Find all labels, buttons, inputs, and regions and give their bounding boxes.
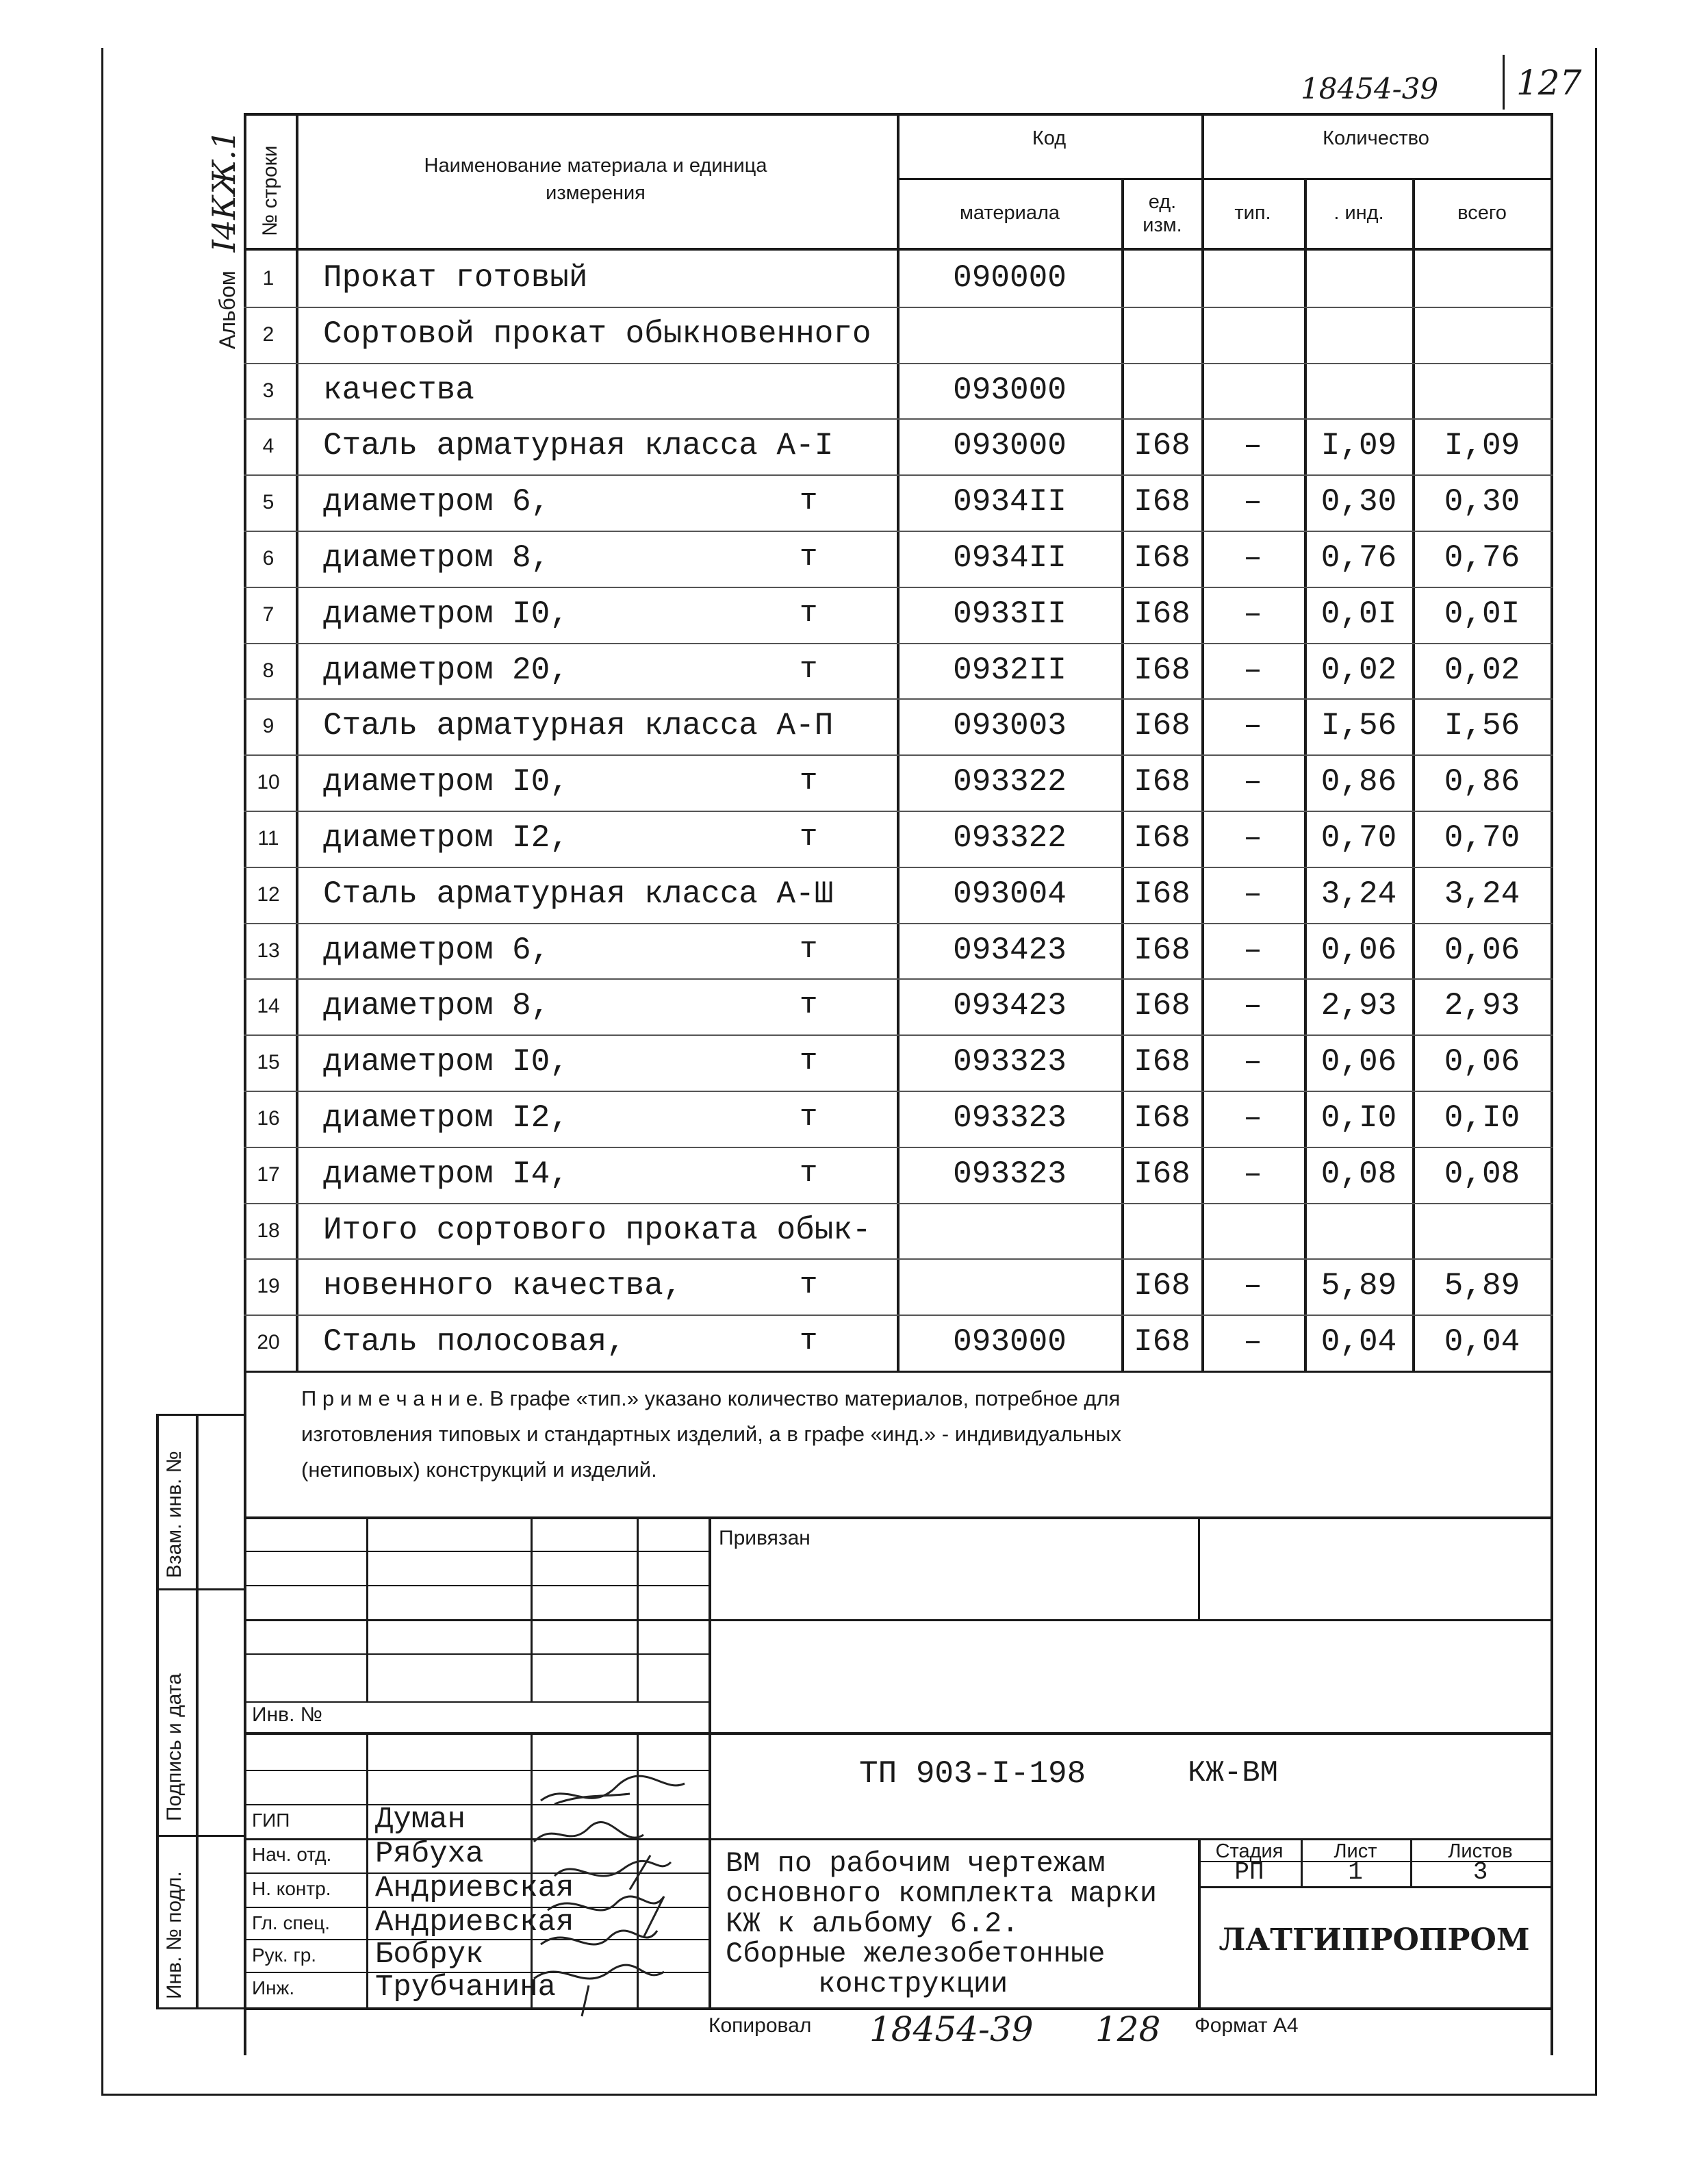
material-name: диаметром I0, — [323, 596, 569, 632]
qty-total: 0,08 — [1444, 1156, 1520, 1192]
material-name: Прокат готовый — [323, 260, 588, 296]
row-number: 14 — [257, 995, 280, 1018]
doc-title-line-4: Сборные железобетонные — [726, 1938, 1106, 1970]
qty-typ: – — [1243, 988, 1262, 1024]
qty-ind: 2,93 — [1320, 988, 1397, 1024]
row-divider — [244, 643, 1553, 644]
tbl-right — [1551, 113, 1553, 1373]
material-name: Итого сортового проката обык- — [323, 1212, 871, 1248]
signer-name: Андриевская — [375, 1871, 574, 1905]
row-divider — [244, 1203, 1553, 1204]
side-strip-bottom — [156, 2007, 245, 2009]
tbl-subhdr — [897, 178, 1553, 180]
qty-ind: 0,70 — [1320, 820, 1397, 856]
material-name: Сталь полосовая, — [323, 1324, 626, 1360]
doc-title-line-3: КЖ к альбому 6.2. — [726, 1907, 1019, 1940]
material-unit: т — [800, 484, 818, 519]
role-label: Нач. отд. — [252, 1844, 332, 1865]
unit-code: I68 — [1134, 1156, 1190, 1192]
row-number: 10 — [257, 771, 280, 794]
row-divider — [244, 1258, 1553, 1260]
row-number: 3 — [262, 379, 275, 402]
material-name: диаметром 20, — [323, 652, 569, 688]
sheet-value: 1 — [1348, 1858, 1363, 1886]
note-line-2: изготовления типовых и стандартных изделий, а в графе «инд.» - индивидуальных — [301, 1422, 1121, 1446]
unit-code: I68 — [1134, 484, 1190, 520]
material-name: диаметром I0, — [323, 764, 569, 800]
copied-label: Копировал — [709, 2014, 812, 2037]
qty-typ: – — [1243, 1324, 1262, 1360]
material-unit: т — [800, 988, 818, 1023]
row-number: 13 — [257, 939, 280, 962]
material-code: 093322 — [953, 764, 1067, 800]
row-divider — [244, 698, 1553, 700]
row-divider — [244, 587, 1553, 588]
material-name: диаметром I0, — [323, 1044, 569, 1080]
doc-title-line-5: конструкции — [818, 1968, 1008, 2001]
signature-1 — [541, 1776, 685, 1804]
row-divider — [244, 1034, 1553, 1036]
row-divider — [244, 307, 1553, 308]
doc-mark: КЖ-ВМ — [1188, 1756, 1279, 1790]
material-code: 093000 — [953, 372, 1067, 408]
qty-total: 0,0I — [1444, 596, 1520, 632]
doc-title — [726, 1849, 1157, 1999]
signer-name: Рябуха — [375, 1837, 484, 1871]
qty-typ: – — [1243, 596, 1262, 632]
tbl-hdr-bottom — [244, 248, 1553, 251]
material-unit: т — [800, 652, 818, 687]
stage-value: РП — [1234, 1858, 1264, 1886]
qty-ind: 0,06 — [1320, 932, 1397, 968]
row-number: 7 — [262, 602, 275, 626]
tb-v1b — [366, 1732, 368, 2007]
qty-total: 0,86 — [1444, 764, 1520, 800]
hdr-row-no: № строки — [259, 145, 281, 236]
tb-h7 — [244, 1770, 709, 1771]
qty-ind: 0,30 — [1320, 484, 1397, 520]
row-divider — [244, 1315, 1553, 1316]
row-number: 18 — [257, 1219, 280, 1242]
row-number: 15 — [257, 1051, 280, 1074]
row-number: 12 — [257, 883, 280, 906]
qty-typ: – — [1243, 1156, 1262, 1192]
qty-typ: – — [1243, 708, 1262, 744]
qty-total: 0,06 — [1444, 932, 1520, 968]
unit-code: I68 — [1134, 652, 1190, 688]
material-name: Сталь арматурная класса А-I — [323, 428, 834, 464]
qty-ind: 0,I0 — [1320, 1100, 1397, 1136]
material-code: 0932II — [953, 652, 1067, 688]
frame-left — [101, 48, 103, 2095]
qty-typ: – — [1243, 1100, 1262, 1136]
tbl-bottom — [244, 1371, 1553, 1373]
tb-h2 — [244, 1585, 709, 1586]
row-number: 1 — [262, 267, 275, 290]
qty-total: 0,30 — [1444, 484, 1520, 520]
material-name: диаметром I2, — [323, 1100, 569, 1136]
row-number: 16 — [257, 1107, 280, 1130]
tbl-top — [244, 113, 1553, 116]
doc-title-line-2: основного комплекта марки — [726, 1877, 1158, 1910]
qty-ind: 0,76 — [1320, 540, 1397, 576]
album-code: I4КЖ.1 — [205, 129, 242, 253]
tb-h-stage-bottom — [1198, 1886, 1553, 1888]
material-name: диаметром 8, — [323, 540, 550, 576]
row-divider — [244, 1147, 1553, 1148]
side-strip-top — [156, 1414, 245, 1416]
material-code: 093323 — [953, 1044, 1067, 1080]
tb-h3 — [244, 1619, 1553, 1621]
qty-total: 0,02 — [1444, 652, 1520, 688]
sheets-label: Листов — [1448, 1840, 1513, 1862]
material-name: диаметром I2, — [323, 820, 569, 856]
qty-ind: 0,02 — [1320, 652, 1397, 688]
row-number: 2 — [262, 322, 275, 346]
material-unit: т — [800, 596, 818, 631]
material-unit: т — [800, 820, 818, 854]
material-code: 0934II — [953, 484, 1067, 520]
material-unit: т — [800, 1268, 818, 1303]
unit-code: I68 — [1134, 596, 1190, 632]
material-unit: т — [800, 1044, 818, 1079]
unit-code: I68 — [1134, 876, 1190, 912]
material-code: 093423 — [953, 932, 1067, 968]
qty-ind: 0,04 — [1320, 1324, 1397, 1360]
qty-total: 2,93 — [1444, 988, 1520, 1024]
qty-ind: 0,0I — [1320, 596, 1397, 632]
unit-code: I68 — [1134, 1324, 1190, 1360]
qty-typ: – — [1243, 932, 1262, 968]
material-name: новенного качества, — [323, 1268, 682, 1304]
qty-total: 0,04 — [1444, 1324, 1520, 1360]
hdr-qty-typ: тип. — [1234, 202, 1271, 224]
role-label: Н. контр. — [252, 1878, 331, 1899]
qty-total: 0,06 — [1444, 1044, 1520, 1080]
privyazan-label: Привязан — [719, 1527, 811, 1549]
qty-total: 3,24 — [1444, 876, 1520, 912]
hdr-code-unit: ед. изм. — [1143, 191, 1182, 236]
material-unit: т — [800, 1324, 818, 1359]
page-number-divider — [1503, 55, 1505, 110]
qty-ind: 0,06 — [1320, 1044, 1397, 1080]
note-left — [244, 1371, 246, 2055]
material-name: Сталь арматурная класса А-П — [323, 708, 834, 744]
unit-code: I68 — [1134, 820, 1190, 856]
qty-total: 0,I0 — [1444, 1100, 1520, 1136]
tb-privyazan-div — [1198, 1516, 1200, 1619]
row-divider — [244, 867, 1553, 868]
side-strip-left — [156, 1414, 159, 2009]
role-label: Рук. гр. — [252, 1944, 317, 1966]
album-label — [205, 130, 242, 349]
hdr-code: Код — [1032, 127, 1067, 149]
material-code: 093003 — [953, 708, 1067, 744]
signatures-scribble — [527, 1773, 705, 2020]
qty-total: 5,89 — [1444, 1268, 1520, 1304]
qty-typ: – — [1243, 820, 1262, 856]
material-code: 090000 — [953, 260, 1067, 296]
unit-code: I68 — [1134, 540, 1190, 576]
row-divider — [244, 978, 1553, 980]
signer-name: Думан — [375, 1803, 466, 1837]
row-number: 17 — [257, 1163, 280, 1186]
role-label: Гл. спец. — [252, 1912, 331, 1933]
tb-h6 — [244, 1732, 1553, 1735]
side-strip-sep1 — [156, 1588, 245, 1590]
signature-5 — [541, 1931, 657, 1944]
hdr-qty: Количество — [1323, 127, 1429, 149]
qty-typ: – — [1243, 1268, 1262, 1304]
material-code: 093004 — [953, 876, 1067, 912]
qty-total: 0,70 — [1444, 820, 1520, 856]
tb-v3a — [637, 1516, 639, 1701]
tb-v2a — [531, 1516, 533, 1701]
row-number: 4 — [262, 435, 275, 458]
album-label-text: Альбом — [215, 270, 240, 349]
doc-code: ТП 903-I-198 — [859, 1756, 1086, 1792]
row-number: 6 — [262, 547, 275, 570]
signature-6 — [534, 1965, 664, 2016]
material-unit: т — [800, 540, 818, 574]
signer-name: Бобрук — [375, 1938, 484, 1972]
signer-name: Трубчанина — [375, 1970, 557, 2005]
unit-code: I68 — [1134, 932, 1190, 968]
material-code: 093000 — [953, 428, 1067, 464]
qty-ind: 5,89 — [1320, 1268, 1397, 1304]
material-unit: т — [800, 764, 818, 799]
material-name: диаметром 6, — [323, 484, 550, 520]
row-number: 20 — [257, 1331, 280, 1354]
tb-v1a — [366, 1516, 368, 1701]
material-unit: т — [800, 1100, 818, 1134]
side-strip-sep2 — [156, 1835, 245, 1837]
qty-typ: – — [1243, 876, 1262, 912]
top-doc-number: 18454-39 — [1301, 72, 1439, 105]
note-line-1: П р и м е ч а н и е. В графе «тип.» указано количество материалов, потребное для — [301, 1386, 1121, 1410]
row-divider — [244, 811, 1553, 812]
material-name: качества — [323, 372, 474, 408]
copied-number: 18454-39 — [869, 2009, 1034, 2049]
qty-typ: – — [1243, 764, 1262, 800]
tb-h1 — [244, 1551, 709, 1552]
material-name: диаметром I4, — [323, 1156, 569, 1192]
qty-typ: – — [1243, 652, 1262, 688]
material-name: диаметром 8, — [323, 988, 550, 1024]
row-divider — [244, 923, 1553, 924]
side-label-swap-inv: Взам. инв. № — [163, 1451, 186, 1578]
signature-4 — [548, 1896, 664, 1938]
org-name: ЛАТГИПРОПРОМ — [1218, 1922, 1530, 1957]
inv-no-label: Инв. № — [252, 1703, 322, 1726]
unit-code: I68 — [1134, 1268, 1190, 1304]
sheet-label: Лист — [1334, 1840, 1377, 1862]
row-divider — [244, 418, 1553, 420]
role-label: Инж. — [252, 1977, 295, 1998]
material-name: Сталь арматурная класса А-Ш — [323, 876, 834, 912]
material-code: 093000 — [953, 1324, 1067, 1360]
qty-ind: I,09 — [1320, 428, 1397, 464]
unit-code: I68 — [1134, 1044, 1190, 1080]
row-number: 8 — [262, 659, 275, 682]
unit-code: I68 — [1134, 764, 1190, 800]
material-unit: т — [800, 932, 818, 967]
row-number: 19 — [257, 1275, 280, 1298]
frame-bottom — [101, 2094, 1597, 2096]
row-number: 11 — [257, 827, 279, 850]
side-strip-mid — [196, 1414, 199, 2009]
material-unit: т — [800, 1156, 818, 1191]
tbl-col-name — [296, 113, 298, 1373]
hdr-code-material: материала — [959, 202, 1060, 224]
qty-total: I,56 — [1444, 708, 1520, 744]
role-label: ГИП — [252, 1810, 290, 1831]
unit-code: I68 — [1134, 428, 1190, 464]
row-divider — [244, 363, 1553, 364]
qty-ind: 0,08 — [1320, 1156, 1397, 1192]
row-divider — [244, 1091, 1553, 1092]
qty-typ: – — [1243, 428, 1262, 464]
doc-title-line-1: ВМ по рабочим чертежам — [726, 1847, 1106, 1880]
row-number: 5 — [262, 491, 275, 514]
qty-ind: 3,24 — [1320, 876, 1397, 912]
signature-3 — [554, 1855, 671, 1890]
qty-total: 0,76 — [1444, 540, 1520, 576]
format-label: Формат А4 — [1195, 2014, 1299, 2037]
qty-total: I,09 — [1444, 428, 1520, 464]
material-code: 093423 — [953, 988, 1067, 1024]
unit-code: I68 — [1134, 988, 1190, 1024]
tb-v4 — [709, 1516, 711, 2009]
signature-2 — [534, 1822, 643, 1842]
material-code: 093322 — [953, 820, 1067, 856]
material-name: Сортовой прокат обыкновенного — [323, 316, 871, 352]
material-code: 0934II — [953, 540, 1067, 576]
note-line-3: (нетиповых) конструкций и изделий. — [301, 1458, 657, 1482]
hdr-qty-ind: . инд. — [1334, 202, 1384, 224]
material-name: диаметром 6, — [323, 932, 550, 968]
unit-code: I68 — [1134, 708, 1190, 744]
qty-typ: – — [1243, 1044, 1262, 1080]
qty-typ: – — [1243, 484, 1262, 520]
stage-label: Стадия — [1215, 1840, 1284, 1862]
row-divider — [244, 754, 1553, 756]
material-code: 0933II — [953, 596, 1067, 632]
hdr-name: Наименование материала и единица измерения — [424, 155, 767, 204]
material-code: 093323 — [953, 1100, 1067, 1136]
signer-name: Андриевская — [375, 1905, 574, 1940]
copied-page: 128 — [1095, 2009, 1161, 2049]
page-number: 127 — [1516, 63, 1582, 103]
frame-right — [1595, 48, 1597, 2095]
unit-code: I68 — [1134, 1100, 1190, 1136]
tb-top — [244, 1516, 1553, 1519]
row-divider — [244, 474, 1553, 476]
material-code: 093323 — [953, 1156, 1067, 1192]
tb-h5 — [244, 1701, 709, 1703]
note-right — [1551, 1371, 1553, 2055]
row-divider — [244, 531, 1553, 532]
side-label-sign-date: Подпись и дата — [163, 1673, 186, 1821]
qty-ind: 0,86 — [1320, 764, 1397, 800]
side-label-inv-orig: Инв. № подл. — [163, 1871, 186, 1999]
row-number: 9 — [262, 715, 275, 738]
sheets-value: 3 — [1472, 1858, 1488, 1886]
hdr-qty-total: всего — [1457, 202, 1507, 224]
tb-h4 — [244, 1653, 709, 1655]
qty-ind: I,56 — [1320, 708, 1397, 744]
qty-typ: – — [1243, 540, 1262, 576]
